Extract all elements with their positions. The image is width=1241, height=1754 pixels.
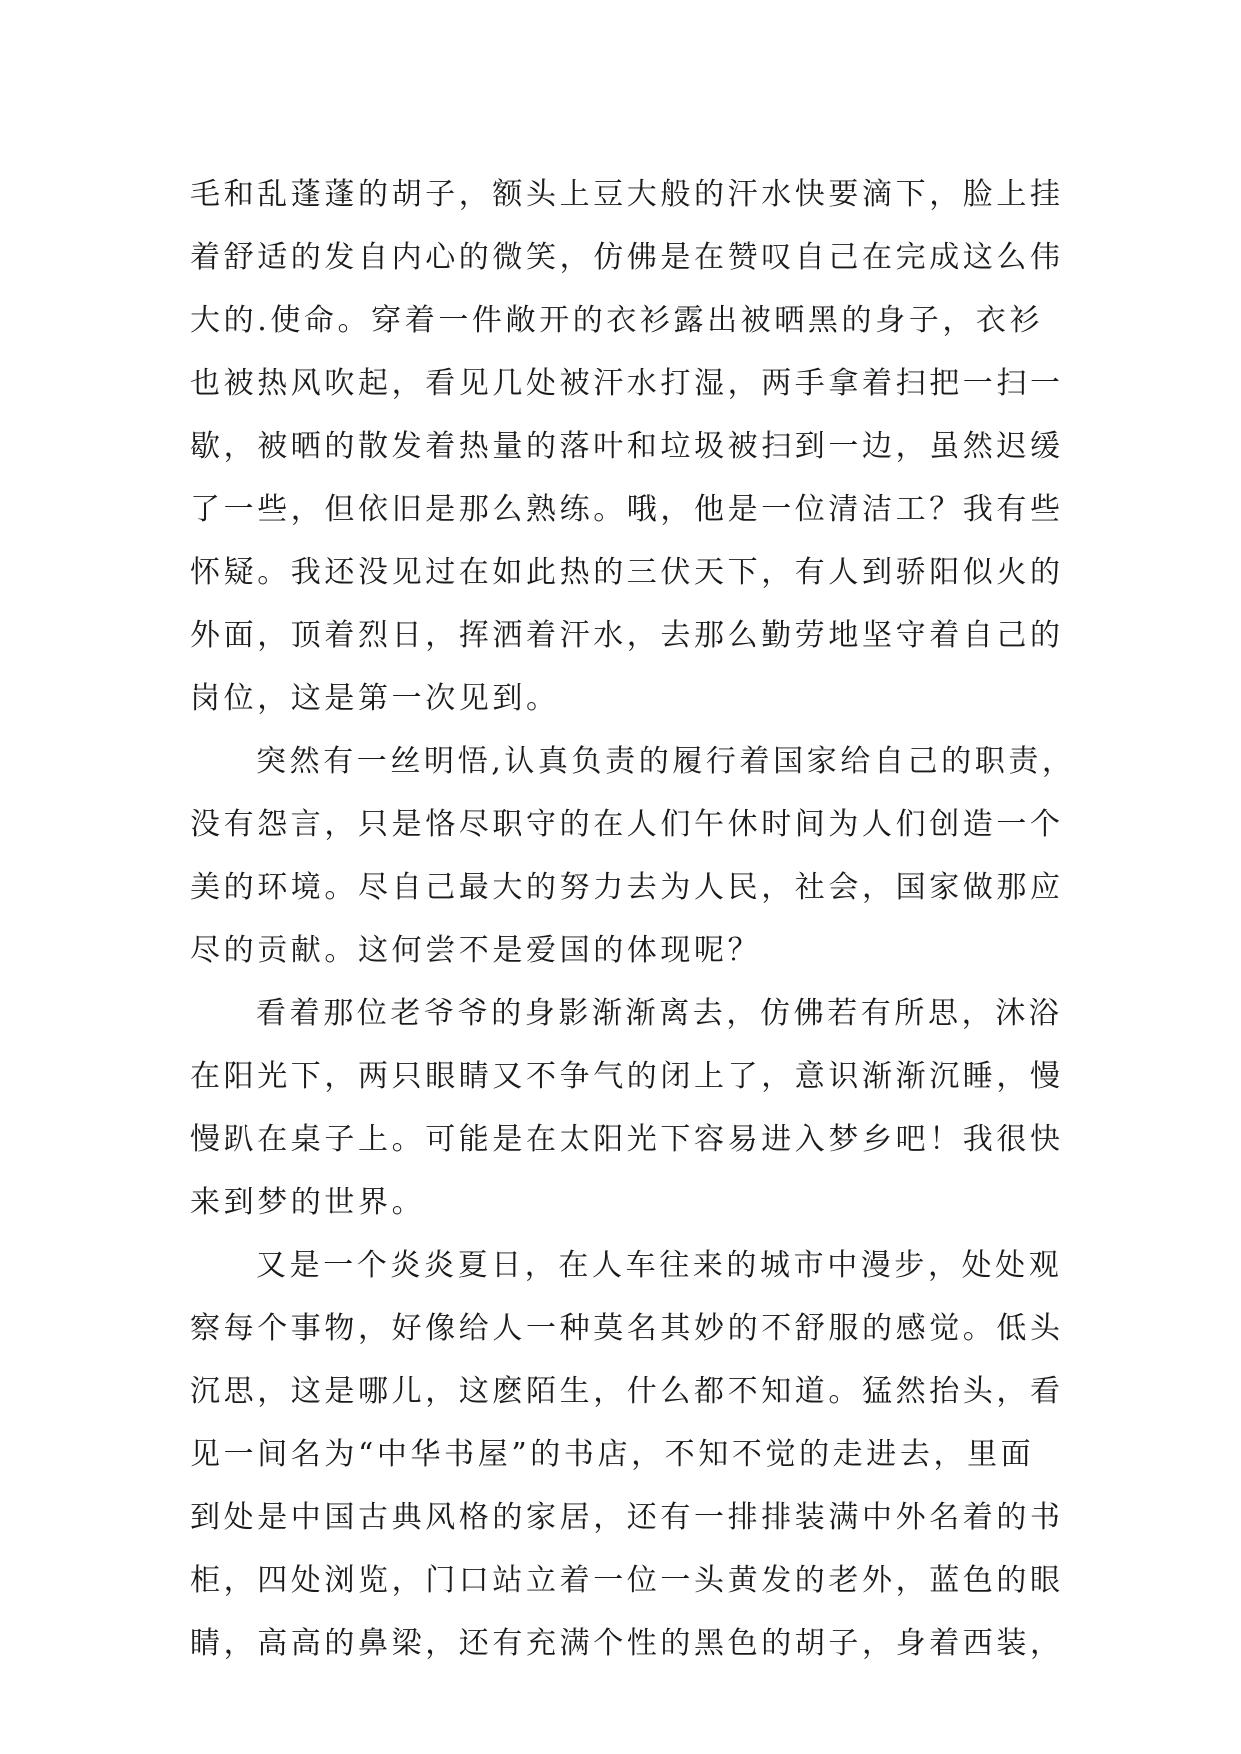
text-line: 慢趴在桌子上。可能是在太阳光下容易进入梦乡吧！我很快 [190,1122,1064,1157]
text-line: 睛，高高的鼻梁，还有充满个性的黑色的胡子，身着西装， [190,1626,1064,1661]
text-line: 突然有一丝明悟,认真负责的履行着国家给自己的职责， [256,744,1076,779]
text-line: 也被热风吹起，看见几处被汗水打湿，两手拿着扫把一扫一 [190,366,1064,401]
text-line: 柜，四处浏览，门口站立着一位一头黄发的老外，蓝色的眼 [190,1563,1064,1598]
text-line: 歇，被晒的散发着热量的落叶和垃圾被扫到一边，虽然迟缓 [190,429,1064,464]
text-line: 了一些，但依旧是那么熟练。哦，他是一位清洁工？我有些 [190,492,1064,527]
text-line: 毛和乱蓬蓬的胡子，额头上豆大般的汗水快要滴下，脸上挂 [190,177,1064,212]
body-text [190,163,1076,1675]
text-line: 在阳光下，两只眼睛又不争气的闭上了，意识渐渐沉睡，慢 [190,1059,1064,1094]
text-line: 察每个事物，好像给人一种莫名其妙的不舒服的感觉。低头 [190,1311,1064,1346]
text-line: 着舒适的发自内心的微笑，仿佛是在赞叹自己在完成这么伟 [190,240,1064,275]
text-line: 到处是中国古典风格的家居，还有一排排装满中外名着的书 [190,1500,1064,1535]
text-line: 来到梦的世界。 [190,1185,426,1220]
text-line: 怀疑。我还没见过在如此热的三伏天下，有人到骄阳似火的 [190,555,1064,590]
text-line: 沉思，这是哪儿，这麽陌生，什么都不知道。猛然抬头，看 [190,1374,1064,1409]
text-line: 大的.使命。穿着一件敞开的衣衫露出被晒黑的身子，衣衫 [190,303,1044,338]
text-line: 外面，顶着烈日，挥洒着汗水，去那么勤劳地坚守着自己的 [190,618,1064,653]
text-line: 见一间名为“中华书屋”的书店，不知不觉的走进去，里面 [190,1437,1035,1472]
text-line: 看着那位老爷爷的身影渐渐离去，仿佛若有所思，沐浴 [256,996,1063,1031]
text-line: 美的环境。尽自己最大的努力去为人民，社会，国家做那应 [190,870,1064,905]
text-line: 没有怨言，只是恪尽职守的在人们午休时间为人们创造一个 [190,807,1064,842]
text-line: 岗位，这是第一次见到。 [190,681,560,716]
text-line: 尽的贡献。这何尝不是爱国的体现呢？ [190,933,762,968]
text-line: 又是一个炎炎夏日，在人车往来的城市中漫步，处处观 [256,1248,1063,1283]
